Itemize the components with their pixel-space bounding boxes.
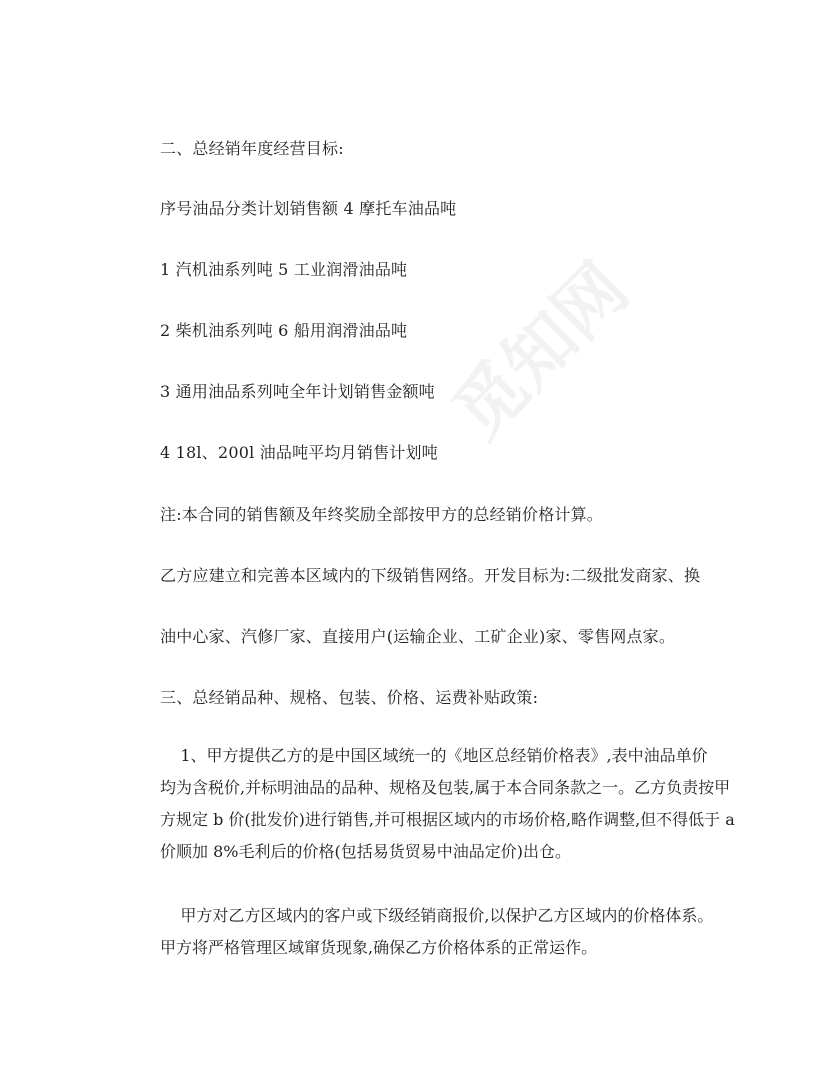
paragraph-price-table	[160, 740, 735, 868]
paragraph-line: 均为含税价,并标明油品的品种、规格及包装,属于本合同条款之一。乙方负责按甲	[160, 778, 731, 797]
watermark-logo-icon	[413, 223, 668, 478]
paragraph-line: 价顺加 8%毛利后的价格(包括易货贸易中油品定价)出仓。	[160, 842, 571, 861]
watermark-text: 觅知网	[437, 247, 644, 454]
table-line-2: 2 柴机油系列吨 6 船用润滑油品吨	[160, 321, 408, 340]
table-line-3: 3 通用油品系列吨全年计划销售金额吨	[160, 382, 435, 401]
paragraph-line: 甲方将严格管理区域窜货现象,确保乙方价格体系的正常运作。	[160, 938, 598, 957]
paragraph-line: 1、甲方提供乙方的是中国区域统一的《地区总经销价格表》,表中油品单价	[160, 746, 708, 765]
paragraph-price-protection	[160, 900, 714, 964]
table-line-4: 4 18l、200l 油品吨平均月销售计划吨	[160, 443, 438, 462]
network-line-1: 乙方应建立和完善本区域内的下级销售网络。开发目标为:二级批发商家、换	[160, 566, 701, 585]
network-line-2: 油中心家、汽修厂家、直接用户(运输企业、工矿企业)家、零售网点家。	[160, 627, 676, 646]
section2-heading: 二、总经销年度经营目标:	[160, 139, 344, 158]
table-line-1: 1 汽机油系列吨 5 工业润滑油品吨	[160, 260, 408, 279]
paragraph-line: 甲方对乙方区域内的客户或下级经销商报价,以保护乙方区域内的价格体系。	[160, 906, 714, 925]
section3-heading: 三、总经销品种、规格、包装、价格、运费补贴政策:	[160, 688, 539, 707]
table-line-0: 序号油品分类计划销售额 4 摩托车油品吨	[160, 199, 457, 218]
note-line: 注:本合同的销售额及年终奖励全部按甲方的总经销价格计算。	[160, 505, 603, 524]
watermark	[413, 223, 668, 478]
paragraph-line: 方规定 b 价(批发价)进行销售,并可根据区域内的市场价格,略作调整,但不得低于 a	[160, 810, 735, 829]
